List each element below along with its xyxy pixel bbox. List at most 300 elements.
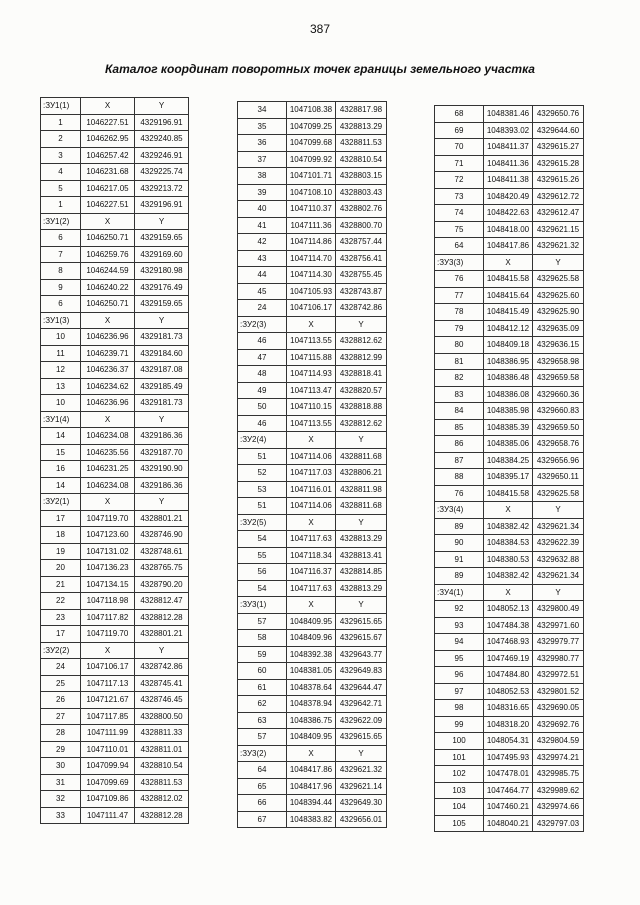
x-coordinate: 1048385.06 [484,436,533,453]
x-coordinate: 1047119.70 [81,510,135,527]
y-coordinate: Y [336,597,387,614]
y-coordinate: Y [336,316,387,333]
point-number: 84 [435,403,484,420]
point-number: 56 [238,564,287,581]
x-coordinate: 1046235.56 [81,444,135,461]
point-number: 76 [435,271,484,288]
x-coordinate: X [484,584,533,601]
point-number: 54 [238,531,287,548]
table-row [238,729,387,746]
table-row [435,419,584,436]
point-number: 103 [435,782,484,799]
section-label: :ЗУ2(2) [41,642,81,659]
table-row [435,436,584,453]
section-header-row [238,514,387,531]
table-row [238,366,387,383]
table-row [435,271,584,288]
y-coordinate: 4329180.98 [135,263,189,280]
table-row [41,246,189,263]
x-coordinate: 1048382.42 [484,568,533,585]
x-coordinate: 1047118.98 [81,593,135,610]
point-number: 75 [435,221,484,238]
y-coordinate: 4329972.51 [533,667,584,684]
y-coordinate: 4329187.70 [135,444,189,461]
x-coordinate: 1048409.95 [287,729,336,746]
x-coordinate: X [81,494,135,511]
x-coordinate: 1048420.49 [484,188,533,205]
x-coordinate: 1048409.95 [287,613,336,630]
y-coordinate: 4329621.14 [336,778,387,795]
x-coordinate: 1047117.63 [287,580,336,597]
x-coordinate: 1047117.82 [81,609,135,626]
table-row [41,180,189,197]
x-coordinate: 1048417.86 [287,762,336,779]
x-coordinate: 1046234.08 [81,477,135,494]
x-coordinate: 1046236.96 [81,329,135,346]
point-number: 15 [41,444,81,461]
x-coordinate: 1046227.51 [81,197,135,214]
y-coordinate: 4329169.60 [135,246,189,263]
y-coordinate: 4329800.49 [533,601,584,618]
y-coordinate: Y [533,502,584,519]
x-coordinate: 1048381.46 [484,106,533,123]
y-coordinate: 4328755.45 [336,267,387,284]
point-number: 83 [435,386,484,403]
y-coordinate: 4328801.21 [135,510,189,527]
x-coordinate: 1046240.22 [81,279,135,296]
point-number: 28 [41,725,81,742]
y-coordinate: 4328812.62 [336,415,387,432]
point-number: 29 [41,741,81,758]
y-coordinate: 4328813.29 [336,118,387,135]
table-row [238,613,387,630]
point-number: 43 [238,250,287,267]
x-coordinate: 1047114.70 [287,250,336,267]
x-coordinate: 1047111.99 [81,725,135,742]
x-coordinate: 1046257.42 [81,147,135,164]
table-row [435,172,584,189]
point-number: 51 [238,448,287,465]
point-number: 44 [238,267,287,284]
y-coordinate: 4328756.41 [336,250,387,267]
point-number: 54 [238,580,287,597]
table-row [435,667,584,684]
y-coordinate: 4329656.01 [336,811,387,828]
section-header-row [435,584,584,601]
y-coordinate: 4329225.74 [135,164,189,181]
y-coordinate: 4328812.02 [135,791,189,808]
table-row [435,634,584,651]
y-coordinate: 4329974.21 [533,749,584,766]
y-coordinate: 4329642.71 [336,696,387,713]
point-number: 55 [238,547,287,564]
point-number: 72 [435,172,484,189]
x-coordinate: 1046250.71 [81,296,135,313]
y-coordinate: 4329196.91 [135,114,189,131]
x-coordinate: 1048384.53 [484,535,533,552]
x-coordinate: 1047108.38 [287,102,336,119]
point-number: 71 [435,155,484,172]
x-coordinate: X [81,213,135,230]
point-number: 10 [41,329,81,346]
x-coordinate: 1048392.38 [287,646,336,663]
x-coordinate: X [287,745,336,762]
y-coordinate: 4329656.96 [533,452,584,469]
table-row [435,337,584,354]
x-coordinate: 1047105.93 [287,283,336,300]
y-coordinate: 4328813.29 [336,580,387,597]
y-coordinate: 4329625.90 [533,304,584,321]
table-row [435,205,584,222]
x-coordinate: 1046231.25 [81,461,135,478]
point-number: 8 [41,263,81,280]
table-row [435,700,584,717]
y-coordinate: 4328812.28 [135,609,189,626]
x-coordinate: 1047099.94 [81,758,135,775]
point-number: 53 [238,481,287,498]
point-number: 94 [435,634,484,651]
x-coordinate: 1048382.42 [484,518,533,535]
table-row [435,650,584,667]
x-coordinate: 1046236.37 [81,362,135,379]
point-number: 105 [435,815,484,832]
y-coordinate: 4329615.27 [533,139,584,156]
y-coordinate: Y [135,494,189,511]
y-coordinate: 4329615.26 [533,172,584,189]
table-row [435,386,584,403]
point-number: 66 [238,795,287,812]
y-coordinate: 4328817.98 [336,102,387,119]
x-coordinate: 1047114.86 [287,234,336,251]
point-number: 25 [41,675,81,692]
point-number: 38 [238,168,287,185]
table-row [41,131,189,148]
point-number: 16 [41,461,81,478]
table-row [435,403,584,420]
y-coordinate: 4329176.49 [135,279,189,296]
table-row [41,659,189,676]
table-row [41,329,189,346]
table-row [238,151,387,168]
point-number: 51 [238,498,287,515]
y-coordinate: 4329643.77 [336,646,387,663]
x-coordinate: 1046250.71 [81,230,135,247]
y-coordinate: 4329246.91 [135,147,189,164]
table-row [435,617,584,634]
point-number: 30 [41,758,81,775]
y-coordinate: 4328742.86 [336,300,387,317]
y-coordinate: 4329621.32 [336,762,387,779]
table-row [41,362,189,379]
table-row [238,547,387,564]
x-coordinate: 1048378.64 [287,679,336,696]
y-coordinate: 4329625.60 [533,287,584,304]
y-coordinate: 4329615.67 [336,630,387,647]
table-row [238,217,387,234]
table-row [238,663,387,680]
table-row [41,527,189,544]
point-number: 52 [238,465,287,482]
x-coordinate: 1048394.44 [287,795,336,812]
y-coordinate: 4329658.98 [533,353,584,370]
x-coordinate: 1048409.96 [287,630,336,647]
table-row [41,791,189,808]
table-row [238,184,387,201]
x-coordinate: 1047111.36 [287,217,336,234]
y-coordinate: 4329159.65 [135,296,189,313]
point-number: 24 [41,659,81,676]
y-coordinate: Y [533,584,584,601]
table-row [435,238,584,255]
y-coordinate: Y [135,98,189,115]
point-number: 64 [435,238,484,255]
point-number: 87 [435,452,484,469]
section-header-row [41,213,189,230]
point-number: 96 [435,667,484,684]
x-coordinate: 1047114.93 [287,366,336,383]
x-coordinate: 1047119.70 [81,626,135,643]
table-row [435,106,584,123]
point-number: 89 [435,518,484,535]
x-coordinate: 1048415.49 [484,304,533,321]
y-coordinate: 4329801.52 [533,683,584,700]
table-row [435,568,584,585]
table-row [238,696,387,713]
point-number: 95 [435,650,484,667]
table-row [41,378,189,395]
x-coordinate: 1048395.17 [484,469,533,486]
x-coordinate: 1047110.37 [287,201,336,218]
x-coordinate: 1047484.80 [484,667,533,684]
y-coordinate: 4329240.85 [135,131,189,148]
y-coordinate: 4329971.60 [533,617,584,634]
point-number: 12 [41,362,81,379]
y-coordinate: 4329181.73 [135,395,189,412]
table-row [41,692,189,709]
table-row [41,675,189,692]
y-coordinate: 4329649.83 [336,663,387,680]
point-number: 17 [41,626,81,643]
point-number: 57 [238,729,287,746]
table-row [435,815,584,832]
y-coordinate: 4329974.66 [533,799,584,816]
y-coordinate: 4329159.65 [135,230,189,247]
section-header-row [238,316,387,333]
point-number: 18 [41,527,81,544]
x-coordinate: 1046259.76 [81,246,135,263]
x-coordinate: 1048415.58 [484,271,533,288]
point-number: 100 [435,733,484,750]
table-row [41,593,189,610]
table-row [238,168,387,185]
point-number: 42 [238,234,287,251]
section-header-row [41,411,189,428]
x-coordinate: X [287,597,336,614]
table-row [238,234,387,251]
point-number: 41 [238,217,287,234]
x-coordinate: 1048415.64 [484,287,533,304]
point-number: 59 [238,646,287,663]
x-coordinate: 1047115.88 [287,349,336,366]
point-number: 98 [435,700,484,717]
table-row [238,498,387,515]
y-coordinate: 4329186.36 [135,428,189,445]
x-coordinate: X [81,642,135,659]
table-row [41,230,189,247]
table-row [41,774,189,791]
x-coordinate: 1047099.69 [81,774,135,791]
y-coordinate: 4329650.76 [533,106,584,123]
section-header-row [435,502,584,519]
x-coordinate: 1048378.94 [287,696,336,713]
x-coordinate: 1048422.63 [484,205,533,222]
y-coordinate: 4329644.47 [336,679,387,696]
table-row [41,758,189,775]
point-number: 82 [435,370,484,387]
x-coordinate: 1047114.06 [287,498,336,515]
table-row [238,564,387,581]
y-coordinate: 4328748.61 [135,543,189,560]
x-coordinate: 1048411.38 [484,172,533,189]
y-coordinate: Y [135,312,189,329]
table-row [238,712,387,729]
point-number: 89 [435,568,484,585]
y-coordinate: 4329804.59 [533,733,584,750]
point-number: 24 [238,300,287,317]
point-number: 85 [435,419,484,436]
y-coordinate: 4328811.33 [135,725,189,742]
table-row [41,609,189,626]
table-row [435,518,584,535]
x-coordinate: 1048381.05 [287,663,336,680]
y-coordinate: 4328810.54 [135,758,189,775]
x-coordinate: 1048316.65 [484,700,533,717]
x-coordinate: 1046234.08 [81,428,135,445]
section-header-row [238,597,387,614]
y-coordinate: 4328820.57 [336,382,387,399]
x-coordinate: 1047118.34 [287,547,336,564]
table-row [238,795,387,812]
x-coordinate: 1048417.86 [484,238,533,255]
x-coordinate: 1046234.62 [81,378,135,395]
table-row [435,683,584,700]
y-coordinate: 4328811.53 [135,774,189,791]
y-coordinate: 4329615.65 [336,613,387,630]
x-coordinate: 1047111.47 [81,807,135,824]
y-coordinate: 4329649.30 [336,795,387,812]
y-coordinate: 4329622.39 [533,535,584,552]
x-coordinate: 1047116.01 [287,481,336,498]
point-number: 69 [435,122,484,139]
table-row [238,481,387,498]
table-row [435,155,584,172]
y-coordinate: 4329213.72 [135,180,189,197]
table-row [238,465,387,482]
x-coordinate: 1047101.71 [287,168,336,185]
point-number: 99 [435,716,484,733]
table-row [41,279,189,296]
x-coordinate: 1048411.37 [484,139,533,156]
section-label: :ЗУ1(2) [41,213,81,230]
y-coordinate: 4328800.70 [336,217,387,234]
y-coordinate: Y [135,213,189,230]
x-coordinate: X [81,312,135,329]
y-coordinate: 4328802.76 [336,201,387,218]
table-row [41,395,189,412]
point-number: 93 [435,617,484,634]
point-number: 79 [435,320,484,337]
x-coordinate: X [484,254,533,271]
x-coordinate: 1048386.48 [484,370,533,387]
point-number: 76 [435,485,484,502]
table-row [435,139,584,156]
point-number: 14 [41,477,81,494]
point-number: 81 [435,353,484,370]
table-row [238,283,387,300]
table-row [41,197,189,214]
x-coordinate: 1048380.53 [484,551,533,568]
table-row [238,646,387,663]
page-number: 387 [309,22,331,36]
table-row [238,118,387,135]
point-number: 61 [238,679,287,696]
x-coordinate: 1048411.36 [484,155,533,172]
coordinates-table-3 [434,105,584,832]
point-number: 39 [238,184,287,201]
x-coordinate: X [287,432,336,449]
point-number: 27 [41,708,81,725]
x-coordinate: 1048386.95 [484,353,533,370]
x-coordinate: 1046227.51 [81,114,135,131]
y-coordinate: 4328812.28 [135,807,189,824]
point-number: 80 [435,337,484,354]
section-label: :ЗУ3(1) [238,597,287,614]
point-number: 26 [41,692,81,709]
x-coordinate: 1046231.68 [81,164,135,181]
point-number: 70 [435,139,484,156]
x-coordinate: 1047099.25 [287,118,336,135]
y-coordinate: 4328811.53 [336,135,387,152]
y-coordinate: 4329181.73 [135,329,189,346]
table-row [41,477,189,494]
section-label: :ЗУ4(1) [435,584,484,601]
table-row [435,766,584,783]
y-coordinate: 4328812.47 [135,593,189,610]
table-row [41,626,189,643]
section-label: :ЗУ2(4) [238,432,287,449]
y-coordinate: 4329621.15 [533,221,584,238]
y-coordinate: Y [135,411,189,428]
x-coordinate: 1048318.20 [484,716,533,733]
x-coordinate: 1047117.85 [81,708,135,725]
x-coordinate: 1047099.68 [287,135,336,152]
y-coordinate: 4328810.54 [336,151,387,168]
y-coordinate: 4329635.09 [533,320,584,337]
coordinates-table-2 [237,101,387,828]
x-coordinate: 1047116.37 [287,564,336,581]
x-coordinate: 1048386.08 [484,386,533,403]
y-coordinate: 4328746.45 [135,692,189,709]
table-row [41,345,189,362]
x-coordinate: 1048385.39 [484,419,533,436]
point-number: 60 [238,663,287,680]
x-coordinate: X [484,502,533,519]
point-number: 5 [41,180,81,197]
y-coordinate: Y [336,432,387,449]
y-coordinate: 4329621.34 [533,518,584,535]
section-header-row [238,432,387,449]
section-header-row [41,312,189,329]
